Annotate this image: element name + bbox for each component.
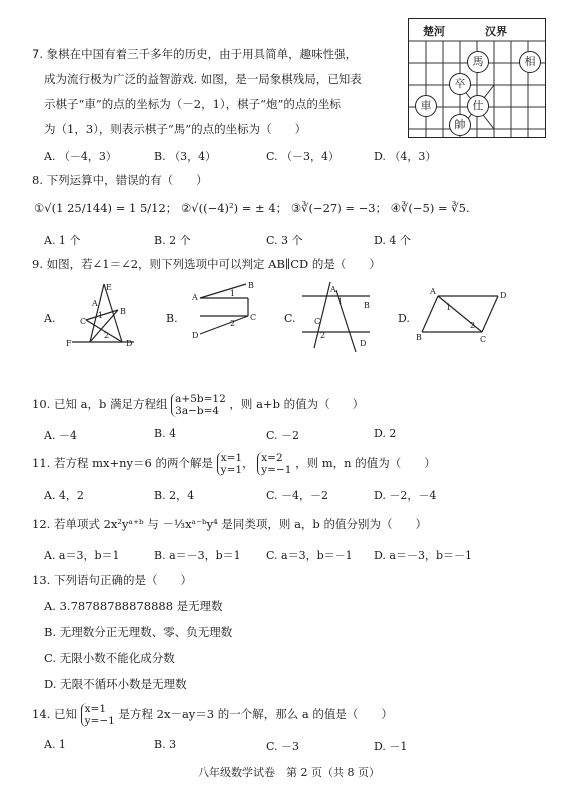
piece-ma: 馬 (467, 51, 489, 73)
svg-text:D: D (192, 331, 199, 340)
svg-text:A: A (92, 299, 98, 308)
q14-option-d[interactable]: D. －1 (374, 740, 408, 753)
q11-solution-2 (257, 452, 291, 476)
svg-text:C: C (80, 317, 87, 326)
q8-option-b[interactable]: B. 2 个 (154, 234, 191, 247)
piece-xiang: 相 (519, 51, 541, 73)
q7-option-d[interactable]: D. （4，3） (374, 150, 437, 163)
q9-figure-c (300, 282, 410, 352)
q14-stem-post: 是方程 2x－ay＝3 的一个解，那么 a 的值是（ ） (118, 707, 393, 721)
q11-option-d[interactable]: D. －2，－4 (374, 489, 437, 502)
q9-fig-b-label[interactable]: B. (166, 312, 178, 325)
q11-option-c[interactable]: C. －4，－2 (266, 489, 329, 502)
piece-zu: 卒 (449, 73, 471, 95)
q11-sol2-y: y=−1 (261, 464, 292, 476)
q10-stem-post: ，则 a+b 的值为（ ） (229, 397, 365, 411)
q9-fig-d-label[interactable]: D. (398, 312, 410, 325)
river-right-label: 汉界 (485, 25, 507, 38)
svg-text:2: 2 (104, 331, 110, 340)
q7-line1: 7. 象棋在中国有着三千多年的历史，由于用具简单，趣味性强， (32, 47, 358, 61)
piece-shi: 仕 (467, 95, 489, 117)
q8-expr3: ③∛(−27) = −3； (290, 201, 388, 215)
q10-option-c[interactable]: C. －2 (266, 429, 300, 442)
q12-stem: 12. 若单项式 2x²yᵃ⁺ᵇ 与 －⅓xᵃ⁻ᵇy⁴ 是同类项，则 a，b 的值分别为（ ） (32, 517, 427, 531)
svg-text:A: A (192, 293, 198, 302)
q10-option-b[interactable]: B. 4 (154, 427, 177, 440)
q8-option-d[interactable]: D. 4 个 (374, 234, 411, 247)
piece-shuai: 帥 (449, 114, 471, 136)
svg-text:D: D (360, 339, 367, 348)
svg-text:A: A (430, 287, 436, 296)
q10-stem (32, 393, 364, 417)
river-left-label: 楚河 (423, 25, 445, 38)
q10-system (171, 393, 226, 417)
xiangqi-board-figure (408, 18, 546, 138)
q8-expr1: ①√(1 25/144) = 1 5/12； (34, 201, 178, 215)
q12-option-c[interactable]: C. a＝3，b＝－1 (266, 549, 353, 562)
q10-stem-pre: 10. 已知 a，b 满足方程组 (32, 397, 168, 411)
q9-figure-d (416, 282, 526, 352)
q12-option-d[interactable]: D. a＝－3，b＝－1 (374, 549, 473, 562)
q7-line3: 示棋子“車”的点的坐标为（－2，1），棋子“炮”的点的坐标 (44, 97, 341, 111)
svg-text:C: C (250, 313, 257, 322)
q13-stem: 13. 下列语句正确的是（ ） (32, 573, 192, 587)
q9-figure-a (62, 282, 172, 352)
q7-line2: 成为流行极为广泛的益智游戏. 如图，是一局象棋残局，已知表 (44, 72, 362, 86)
svg-text:C: C (480, 335, 487, 344)
q10-eq1: a+5b=12 (175, 393, 226, 405)
q14-stem (32, 703, 393, 727)
piece-che: 車 (415, 95, 437, 117)
svg-text:D: D (126, 339, 133, 348)
svg-text:B: B (120, 307, 126, 316)
q11-sol2-x: x=2 (261, 452, 283, 464)
q8-expr2: ②√((−4)²) = ± 4； (180, 201, 288, 215)
svg-text:1: 1 (98, 311, 104, 320)
q8-expr4: ④∛(−5) = ∛5. (390, 201, 470, 215)
q12-option-a[interactable]: A. a＝3，b＝1 (44, 549, 120, 562)
svg-text:B: B (364, 301, 370, 310)
svg-text:1: 1 (230, 289, 236, 298)
svg-text:E: E (106, 283, 112, 292)
q13-option-c[interactable]: C. 无限小数不能化成分数 (44, 651, 175, 665)
q14-option-b[interactable]: B. 3 (154, 738, 177, 751)
svg-text:B: B (248, 282, 254, 290)
q11-sol1-x: x=1 (220, 452, 243, 464)
q13-option-a[interactable]: A. 3.78788788878888 是无理数 (44, 599, 223, 613)
svg-text:2: 2 (320, 331, 326, 340)
q11-sol1-y: y=1 (220, 464, 243, 476)
svg-text:1: 1 (446, 303, 452, 312)
q7-option-b[interactable]: B. （3，4） (154, 150, 217, 163)
q10-eq2: 3a−b=4 (175, 405, 220, 417)
q14-sol-y: y=−1 (84, 715, 115, 727)
svg-text:2: 2 (470, 321, 476, 330)
q14-sol-x: x=1 (84, 703, 107, 715)
q11-stem-post: ，则 m，n 的值为（ ） (295, 456, 436, 470)
q8-option-a[interactable]: A. 1 个 (44, 234, 81, 247)
svg-text:D: D (500, 291, 507, 300)
q7-option-c[interactable]: C. （－3，4） (266, 150, 340, 163)
q13-option-b[interactable]: B. 无理数分正无理数、零、负无理数 (44, 625, 233, 639)
q10-option-d[interactable]: D. 2 (374, 427, 397, 440)
svg-text:2: 2 (230, 319, 236, 328)
q14-option-c[interactable]: C. －3 (266, 740, 300, 753)
q12-option-b[interactable]: B. a＝－3，b＝1 (154, 549, 241, 562)
q8-expressions (34, 200, 470, 216)
svg-text:F: F (66, 339, 72, 348)
q14-stem-pre: 14. 已知 (32, 707, 77, 721)
q13-option-d[interactable]: D. 无限不循环小数是无理数 (44, 677, 187, 691)
q14-option-a[interactable]: A. 1 (44, 738, 66, 751)
q8-stem: 8. 下列运算中，错误的有（ ） (32, 173, 208, 187)
q11-stem: 11. 若方程 mx+ny＝6 的两个解是 x=1 y=1 ， x=2 y=−1 ，则 m，n 的值为（ ） (32, 452, 436, 476)
page-footer: 八年级数学试卷 第 2 页（共 8 页） (198, 766, 380, 779)
q9-fig-a-label[interactable]: A. (44, 312, 56, 325)
q11-stem-pre: 11. 若方程 mx+ny＝6 的两个解是 (32, 456, 214, 470)
svg-text:1: 1 (338, 297, 344, 306)
q8-option-c[interactable]: C. 3 个 (266, 234, 303, 247)
q9-stem: 9. 如图，若∠1＝∠2，则下列选项中可以判定 AB∥CD 的是（ ） (32, 257, 381, 271)
svg-text:B: B (416, 333, 422, 342)
q11-solution-1 (217, 452, 242, 476)
q14-solution (81, 703, 115, 727)
q10-option-a[interactable]: A. －4 (44, 429, 77, 442)
q9-figure-b (184, 282, 294, 352)
svg-text:A: A (330, 285, 336, 294)
q9-fig-c-label[interactable]: C. (284, 312, 296, 325)
q11-option-b[interactable]: B. 2，4 (154, 489, 195, 502)
q11-option-a[interactable]: A. 4，2 (44, 489, 84, 502)
svg-text:C: C (314, 317, 321, 326)
q7-option-a[interactable]: A. （－4，3） (44, 150, 117, 163)
q7-line4: 为（1，3），则表示棋子“馬”的点的坐标为（ ） (44, 122, 307, 136)
